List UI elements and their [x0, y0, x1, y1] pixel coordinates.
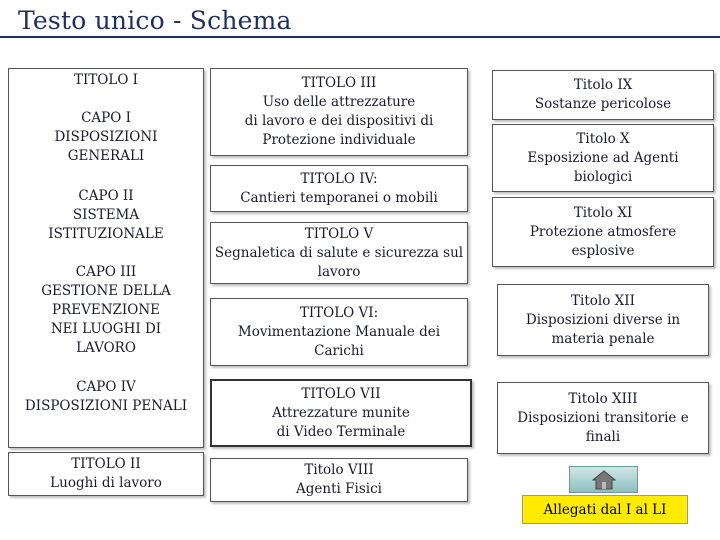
capo-line: ISTITUZIONALE [48, 226, 164, 242]
box-line: Cantieri temporanei o mobili [240, 189, 438, 206]
box-line: Disposizioni transitorie e [517, 409, 689, 426]
box-line: Segnaletica di salute e sicurezza sul [214, 244, 464, 261]
titolo-xi-box[interactable] [492, 197, 714, 267]
box-line: TITOLO III [301, 75, 377, 91]
box-line: finali [585, 428, 621, 445]
capo-line: GESTIONE DELLA [41, 283, 171, 299]
box-line: Attrezzature munite [272, 404, 410, 421]
box-line: TITOLO IV: [300, 170, 378, 187]
box-line: TITOLO VI: [299, 304, 379, 321]
titolo-i-label: TITOLO I [73, 72, 139, 88]
titolo-viii-box[interactable] [210, 458, 468, 502]
box-line: Titolo XII [571, 292, 635, 309]
box-line: Carichi [314, 342, 364, 359]
box-line: Sostanze pericolose [534, 96, 672, 112]
box-line: di lavoro e dei dispositivi di [244, 113, 434, 129]
capo-iii[interactable] [9, 263, 203, 358]
titolo-iii-box[interactable] [210, 68, 468, 156]
capo-line: CAPO I [81, 110, 131, 126]
capo-line: PREVENZIONE [52, 302, 160, 318]
box-line: Esposizione ad Agenti [527, 149, 679, 166]
capo-line: DISPOSIZIONI [54, 129, 158, 145]
box-line: Luoghi di lavoro [50, 475, 162, 491]
titolo-vi-box[interactable] [210, 298, 468, 366]
box-line: esplosive [571, 242, 635, 259]
titolo-xiii-box[interactable] [497, 382, 709, 454]
box-line: Protezione atmosfere [529, 223, 677, 240]
capo-ii[interactable] [9, 187, 203, 244]
titolo-x-box[interactable] [492, 124, 714, 192]
titolo-i-box[interactable] [8, 68, 204, 448]
box-line: materia penale [551, 330, 655, 347]
allegati-label: Allegati dal I al LI [543, 501, 667, 518]
box-line: Titolo X [576, 130, 630, 147]
box-line: Uso delle attrezzature [262, 94, 416, 110]
capo-line: CAPO IV [76, 379, 136, 395]
capo-line: SISTEMA [72, 207, 140, 223]
box-line: di Video Terminale [276, 423, 406, 440]
capo-line: LAVORO [76, 340, 136, 356]
titolo-vii-box[interactable] [210, 379, 472, 447]
allegati-button[interactable] [522, 495, 688, 524]
titolo-i-heading [9, 71, 203, 90]
home-icon [592, 470, 616, 490]
capo-line: NEI LUOGHI DI [50, 321, 162, 337]
titolo-iv-box[interactable] [210, 165, 468, 212]
titolo-ix-box[interactable] [492, 70, 714, 120]
box-line: TITOLO V [304, 225, 374, 242]
capo-line: GENERALI [67, 148, 145, 164]
box-line: Titolo IX [573, 77, 633, 93]
titolo-xii-box[interactable] [497, 284, 709, 356]
capo-line: DISPOSIZIONI PENALI [24, 398, 188, 414]
box-line: Titolo XIII [568, 390, 638, 407]
page-title: Testo unico - Schema [18, 6, 292, 35]
titolo-v-box[interactable] [210, 222, 468, 284]
capo-line: CAPO II [78, 188, 134, 204]
capo-iv[interactable] [9, 378, 203, 416]
box-line: TITOLO II [71, 456, 141, 472]
box-line: Titolo XI [573, 204, 633, 221]
box-line: Movimentazione Manuale dei [237, 323, 441, 340]
box-line: biologici [573, 168, 633, 185]
box-line: TITOLO VII [301, 385, 381, 402]
box-line: Titolo VIII [304, 462, 374, 478]
box-line: Disposizioni diverse in [525, 311, 681, 328]
box-line: Agenti Fisici [296, 481, 382, 497]
home-button[interactable] [569, 466, 638, 493]
box-line: lavoro [317, 263, 361, 280]
capo-i[interactable] [9, 109, 203, 166]
capo-line: CAPO III [75, 264, 137, 280]
titolo-ii-box[interactable] [8, 452, 204, 496]
title-underline [0, 36, 720, 38]
box-line: Protezione individuale [262, 132, 416, 148]
